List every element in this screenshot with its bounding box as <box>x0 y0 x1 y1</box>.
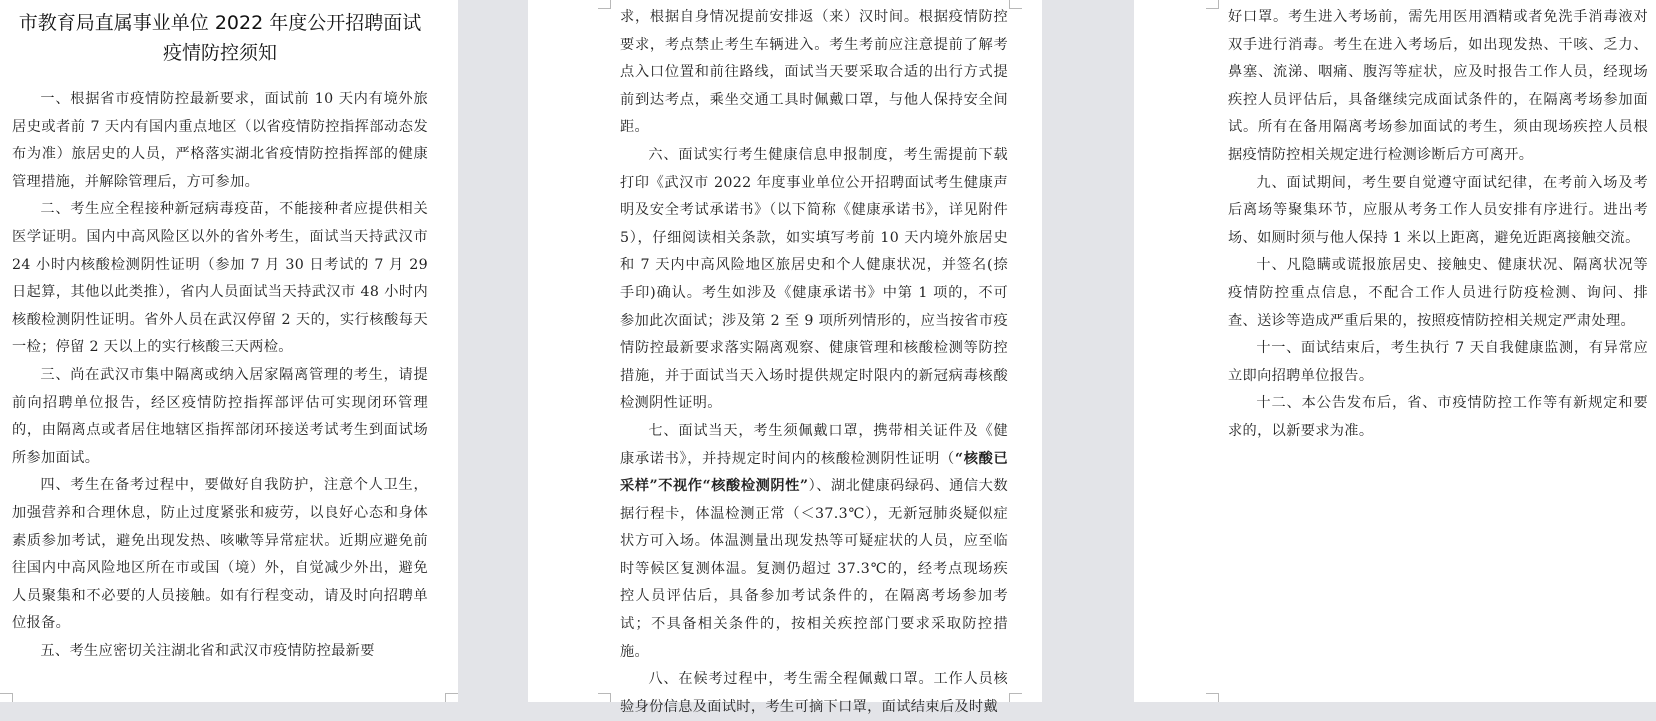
page-corner-mark <box>445 693 458 702</box>
page-corner-mark <box>1009 693 1022 702</box>
paragraph-12: 十二、本公告发布后，省、市疫情防控工作等有新规定和要求的，以新要求为准。 <box>1228 395 1648 439</box>
page-corner-mark <box>598 693 611 702</box>
page-corner-mark <box>598 0 611 9</box>
paragraph-11: 十一、面试结束后，考生执行 7 天自我健康监测，有异常应立即向招聘单位报告。 <box>1228 340 1648 384</box>
paragraph-7 <box>620 418 1008 666</box>
page-corner-mark <box>1206 0 1219 9</box>
paragraph-1: 一、根据省市疫情防控最新要求，面试前 10 天内有境外旅居史或者前 7 天内有国内重点地区（以省疫情防控指挥部动态发布为准）旅居史的人员，严格落实湖北省疫情防控指挥部的健康管理措施，并解除管理后，方可参加。 <box>12 91 428 190</box>
page-corner-mark <box>0 693 13 702</box>
paragraph-5-continued: 求，根据自身情况提前安排返（来）汉时间。根据疫情防控要求，考点禁止考生车辆进入。考生考前应注意提前了解考点入口位置和前往路线，面试当天要采取合适的出行方式提前到达考点，乘坐交通工具时佩戴口罩，与他人保持安全间距。 <box>620 9 1008 136</box>
paragraph-3: 三、尚在武汉市集中隔离或纳入居家隔离管理的考生，请提前向招聘单位报告，经区疫情防控指挥部评估可实现闭环管理的，由隔离点或者居住地辖区指挥部闭环接送考试考生到面试场所参加面试。 <box>12 366 428 466</box>
paragraph-7-part-a: 七、面试当天，考生须佩戴口罩，携带相关证件及《健康承诺书》，并持规定时间内的核酸检测阴性证明（ <box>620 422 1008 467</box>
paragraph-6: 六、面试实行考生健康信息申报制度，考生需提前下载打印《武汉市 2022 年度事业单位公开招聘面试考生健康声明及安全考试承诺书》（以下简称《健康承诺书》，详见附件 5），仔细阅读相关条款，如实填写考前 10 天内境外旅居史和 7 天内中高风险地区旅居史和个人健康状况，并签名(捺手印)确认。考生如涉及《健康承诺书》中第 1 项的，不可参加此次面试；涉及第 2 至 9 项所列情形的，应当按省市疫情防控最新要求落实隔离观察、健康管理和核酸检测等防控措施，并于面试当天入场时提供规定时限内的新冠病毒核酸检测阴性证明。 <box>620 146 1008 412</box>
title-line-1: 市教育局直属事业单位 2022 年度公开招聘面试 <box>18 12 422 34</box>
paragraph-2: 二、考生应全程接种新冠病毒疫苗，不能接种者应提供相关医学证明。国内中高风险区以外的省外考生，面试当天持武汉市 24 小时内核酸检测阴性证明（参加 7 月 30 日考试的 7 月 29 日起算，其他以此类推），省内人员面试当天持武汉市 48 小时内核酸检测阴性证明。省外人员在武汉停留 2 天的，实行核酸每天一检；停留 2 天以上的实行核酸三天两检。 <box>12 201 428 356</box>
page-corner-mark <box>1206 693 1219 702</box>
paragraph-8-start: 八、在候考过程中，考生需全程佩戴口罩。工作人员核验身份信息及面试时，考生可摘下口罩，面试结束后及时戴 <box>620 671 1008 715</box>
paragraph-7-emphasis: “核酸已采样”不视作“核酸检测阴性” <box>620 450 1009 495</box>
paragraph-9: 九、面试期间，考生要自觉遵守面试纪律，在考前入场及考后离场等聚集环节，应服从考务工作人员安排有序进行。进出考场、如厕时须与他人保持 1 米以上距离，避免近距离接触交流。 <box>1228 174 1648 246</box>
document-title <box>12 0 428 68</box>
paragraph-7-part-b: ）、湖北健康码绿码、通信大数据行程卡，体温检测正常（＜37.3℃），无新冠肺炎疑似症状方可入场。体温测量出现发热等可疑症状的人员，应至临时等候区复测体温。复测仍超过 37.3℃的，经考点现场疾控人员评估后，具备参加考试条件的，在隔离考场参加考试；不具备相关条件的，按相关疾控部门要求采取防控措施。 <box>620 478 1008 660</box>
paragraph-8-continued: 好口罩。考生进入考场前，需先用医用酒精或者免洗手消毒液对双手进行消毒。考生在进入考场后，如出现发热、干咳、乏力、鼻塞、流涕、咽痛、腹泻等症状，应及时报告工作人员，经现场疾控人员评估后，具备继续完成面试条件的，在隔离考场参加面试。所有在备用隔离考场参加面试的考生，须由现场疾控人员根据疫情防控相关规定进行检测诊断后方可离开。 <box>1228 9 1648 163</box>
document-page-2 <box>528 0 1042 715</box>
document-page-3 <box>1134 0 1656 702</box>
page-corner-mark <box>1009 0 1022 9</box>
paragraph-5-start: 五、考生应密切关注湖北省和武汉市疫情防控最新要 <box>40 642 375 659</box>
title-line-2: 疫情防控须知 <box>162 42 277 64</box>
document-page-1 <box>0 0 458 702</box>
paragraph-10: 十、凡隐瞒或谎报旅居史、接触史、健康状况、隔离状况等疫情防控重点信息，不配合工作人员进行防疫检测、询问、排查、送诊等造成严重后果的，按照疫情防控相关规定严肃处理。 <box>1228 257 1648 329</box>
title-spacing <box>12 68 428 86</box>
paragraph-4: 四、考生在备考过程中，要做好自我防护，注意个人卫生，加强营养和合理休息，防止过度紧张和疲劳，以良好心态和身体素质参加考试，避免出现发热、咳嗽等异常症状。近期应避免前往国内中高风险地区所在市或国（境）外，自觉减少外出，避免人员聚集和不必要的人员接触。如有行程变动，请及时向招聘单位报备。 <box>12 477 428 632</box>
